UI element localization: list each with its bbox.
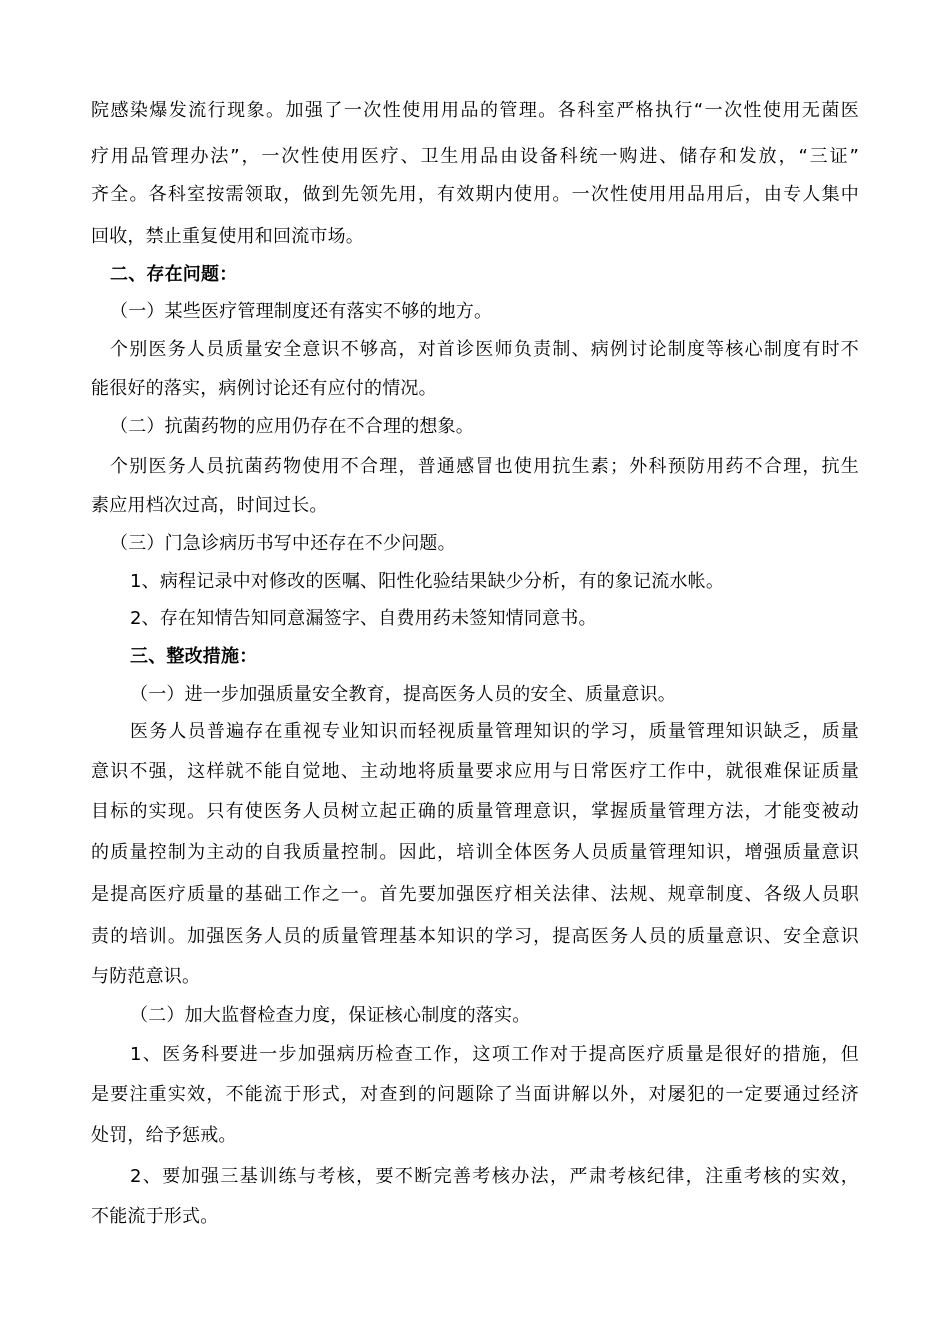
paragraph-line: 的质量控制为主动的自我质量控制。因此，培训全体医务人员质量管理知识，增强质量意识 [91, 842, 859, 863]
subheading: （一）某些医疗管理制度还有落实不够的地方。 [110, 301, 493, 322]
subheading: （二）加大监督检查力度，保证核心制度的落实。 [130, 1005, 531, 1026]
paragraph-line: 个别医务人员抗菌药物使用不合理，普通感冒也使用抗生素；外科预防用药不合理，抗生 [110, 456, 859, 477]
paragraph-line: 院感染爆发流行现象。加强了一次性使用用品的管理。各科室严格执行“一次性使用无菌医 [91, 100, 859, 121]
paragraph-line: 回收，禁止重复使用和回流市场。 [91, 226, 364, 247]
paragraph-line: 是要注重实效，不能流于形式，对查到的问题除了当面讲解以外，对屡犯的一定要通过经济 [91, 1084, 859, 1105]
paragraph-line: 医务人员普遍存在重视专业知识而轻视质量管理知识的学习，质量管理知识缺乏，质量 [130, 721, 859, 742]
list-item: 2、存在知情告知同意漏签字、自费用药未签知情同意书。 [130, 608, 597, 629]
paragraph-line: 责的培训。加强医务人员的质量管理基本知识的学习，提高医务人员的质量意识、安全意识 [91, 926, 859, 947]
paragraph-line: 与防范意识。 [91, 966, 201, 987]
subheading: （三）门急诊病历书写中还存在不少问题。 [110, 533, 456, 554]
paragraph-line: 疗用品管理办法”，一次性使用医疗、卫生用品由设备科统一购进、储存和发放，“三证” [91, 146, 859, 167]
subheading: （一）进一步加强质量安全教育，提高医务人员的安全、质量意识。 [130, 684, 676, 705]
paragraph-line: 是提高医疗质量的基础工作之一。首先要加强医疗相关法律、法规、规章制度、各级人员职 [91, 884, 859, 905]
section-heading-measures: 三、整改措施： [130, 646, 258, 667]
paragraph-line: 意识不强，这样就不能自觉地、主动地将质量要求应用与日常医疗工作中，就很难保证质量 [91, 761, 859, 782]
section-heading-problems: 二、存在问题： [110, 264, 238, 285]
paragraph-line: 不能流于形式。 [91, 1206, 219, 1227]
paragraph-line: 1、医务科要进一步加强病历检查工作，这项工作对于提高医疗质量是很好的措施，但 [130, 1044, 859, 1065]
subheading: （二）抗菌药物的应用仍存在不合理的想象。 [110, 416, 474, 437]
paragraph-line: 齐全。各科室按需领取，做到先领先用，有效期内使用。一次性使用用品用后，由专人集中 [91, 184, 859, 205]
paragraph-line: 能很好的落实，病例讨论还有应付的情况。 [91, 378, 437, 399]
paragraph-line: 个别医务人员质量安全意识不够高，对首诊医师负责制、病例讨论制度等核心制度有时不 [110, 339, 859, 360]
paragraph-line: 目标的实现。只有使医务人员树立起正确的质量管理意识，掌握质量管理方法，才能变被动 [91, 801, 859, 822]
paragraph-line: 2、要加强三基训练与考核，要不断完善考核办法，严肃考核纪律，注重考核的实效， [130, 1166, 859, 1187]
list-item: 1、病程记录中对修改的医嘱、阳性化验结果缺少分析，有的象记流水帐。 [130, 571, 725, 592]
paragraph-line: 素应用档次过高，时间过长。 [91, 495, 328, 516]
paragraph-line: 处罚，给予惩戒。 [91, 1125, 237, 1146]
